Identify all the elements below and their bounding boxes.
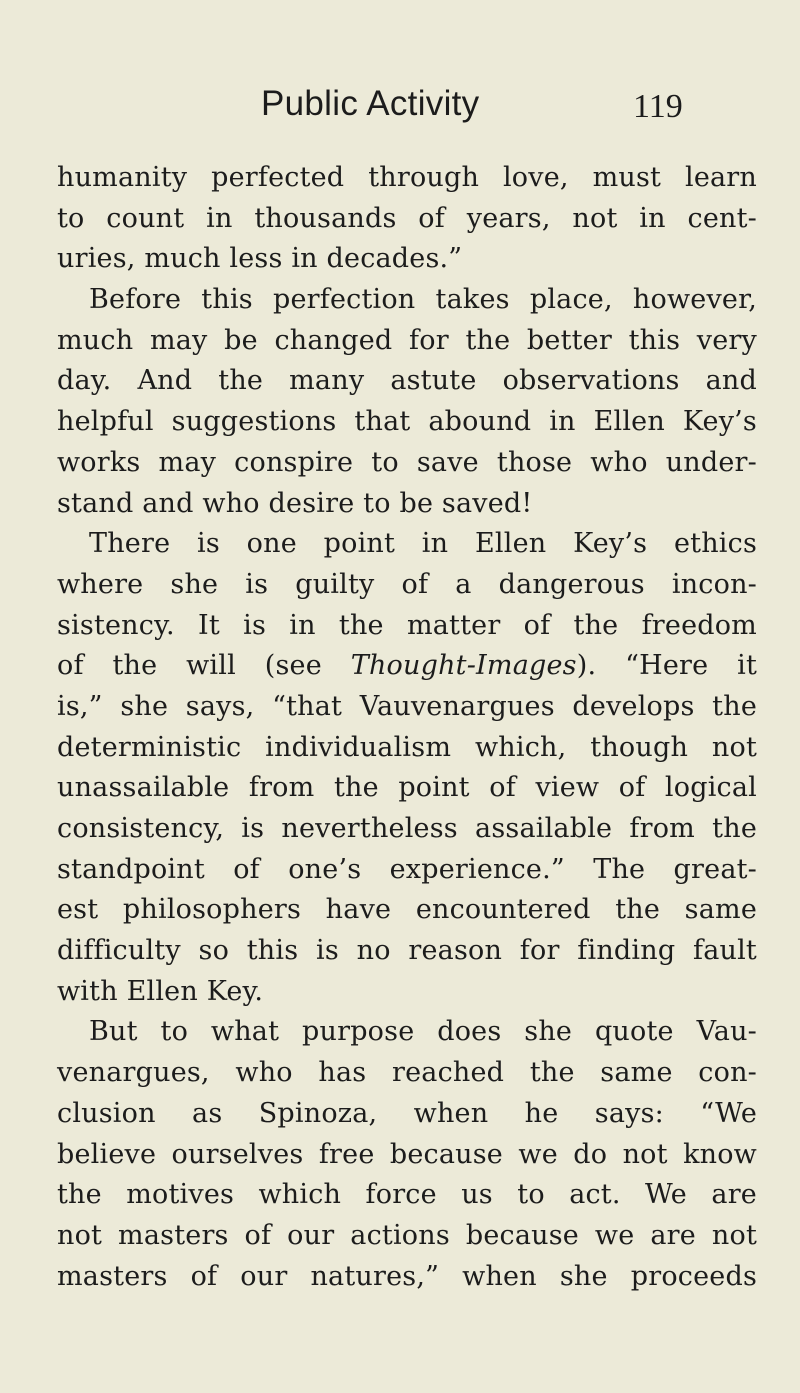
text-line: But to what purpose does she quote Vau- <box>89 1016 757 1048</box>
text-line: where she is guilty of a dangerous incon- <box>57 568 757 600</box>
text-line: est philosophers have encountered the same <box>57 894 757 926</box>
text-line: stand and who desire to be saved! <box>57 487 533 519</box>
text-segment: of the will (see <box>57 650 351 682</box>
page-number: 119 <box>633 88 683 125</box>
text-line: masters of our natures,” when she proceeds <box>57 1260 757 1292</box>
text-line: uries, much less in decades.” <box>57 243 463 275</box>
text-line: clusion as Spinoza, when he says: “We <box>57 1097 757 1129</box>
text-line: helpful suggestions that abound in Ellen Key’s <box>57 406 757 438</box>
text-segment: ). “Here it <box>576 650 758 682</box>
text-line: venargues, who has reached the same con- <box>57 1057 757 1089</box>
text-line: Before this perfection takes place, however, <box>89 284 757 316</box>
text-line: much may be changed for the better this very <box>57 324 757 356</box>
text-line: There is one point in Ellen Key’s ethics <box>89 528 757 560</box>
text-line: with Ellen Key. <box>57 975 264 1007</box>
running-head <box>0 84 800 134</box>
text-line: the motives which force us to act. We are <box>57 1179 757 1211</box>
text-line: standpoint of one’s experience.” The great- <box>57 853 757 885</box>
text-line: works may conspire to save those who under- <box>57 446 757 478</box>
book-title-reference: Thought-Images <box>350 650 577 682</box>
text-line: not masters of our actions because we are not <box>57 1219 757 1251</box>
text-line: to count in thousands of years, not in cent- <box>57 202 757 234</box>
body-text <box>57 158 757 1297</box>
running-head-title: Public Activity <box>261 84 480 123</box>
text-line: difficulty so this is no reason for finding fault <box>57 935 757 967</box>
text-line: believe ourselves free because we do not know <box>57 1138 757 1170</box>
text-line: consistency, is nevertheless assailable from the <box>57 813 757 844</box>
text-line: sistency. It is in the matter of the freedom <box>57 609 757 641</box>
text-line: deterministic individualism which, though not <box>57 731 757 763</box>
text-line: is,” she says, “that Vauvenargues develops the <box>57 690 757 722</box>
text-line: day. And the many astute observations and <box>57 365 757 397</box>
text-line: humanity perfected through love, must learn <box>57 162 757 193</box>
text-line <box>57 646 757 687</box>
text-line: unassailable from the point of view of logical <box>57 772 757 804</box>
